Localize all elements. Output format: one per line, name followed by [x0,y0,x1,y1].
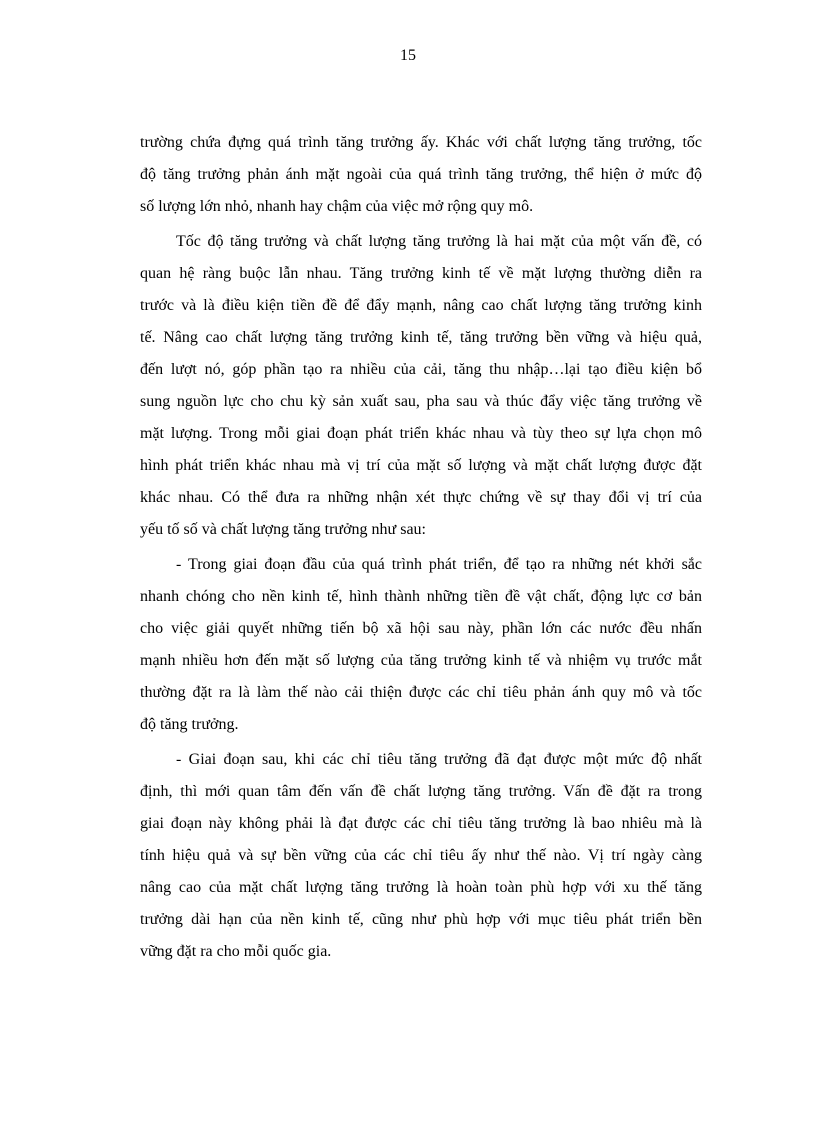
paragraph-early-stage [140,549,702,741]
text-line: sung nguồn lực cho chu kỳ sản xuất sau, pha sau và thúc đẩy việc tăng trưởng về [140,393,702,410]
text-line: tế. Nâng cao chất lượng tăng trưởng kinh tế, tăng trưởng bền vững và hiệu quả, [140,329,702,346]
text-line: đến lượt nó, góp phần tạo ra nhiều của cải, tăng thu nhập…lại tạo điều kiện bổ [140,361,702,378]
paragraph-continuation [140,127,702,223]
text-line: trước và là điều kiện tiền đề để đẩy mạnh, nâng cao chất lượng tăng trưởng kinh [140,297,702,314]
paragraph-speed-and-quality [140,226,702,546]
text-line: thường đặt ra là làm thế nào cải thiện được các chỉ tiêu phản ánh quy mô và tốc [140,684,702,701]
text-line: độ tăng trưởng. [140,716,239,733]
text-line: cho việc giải quyết những tiến bộ xã hội sau này, phần lớn các nước đều nhấn [140,620,702,637]
body-text [140,127,702,971]
text-line: Tốc độ tăng trưởng và chất lượng tăng trưởng là hai mặt của một vấn đề, có [176,233,702,250]
text-line: nâng cao của mặt chất lượng tăng trưởng là hoàn toàn phù hợp với xu thế tăng [140,879,702,896]
text-line: độ tăng trưởng phản ánh mặt ngoài của quá trình tăng trưởng, thể hiện ở mức độ [140,166,702,183]
text-line: hình phát triển khác nhau mà vị trí của mặt số lượng và mặt chất lượng được đặt [140,457,702,474]
text-line: trưởng dài hạn của nền kinh tế, cũng như phù hợp với mục tiêu phát triển bền [140,911,702,928]
text-line: yếu tố số và chất lượng tăng trưởng như sau: [140,521,426,538]
text-line: trường chứa đựng quá trình tăng trưởng ấy. Khác với chất lượng tăng trưởng, tốc [140,134,702,151]
page-number: 15 [400,47,416,64]
text-line: giai đoạn này không phải là đạt được các chỉ tiêu tăng trưởng là bao nhiêu mà là [140,815,702,832]
text-line: - Giai đoạn sau, khi các chỉ tiêu tăng trưởng đã đạt được một mức độ nhất [176,751,702,768]
text-line: - Trong giai đoạn đầu của quá trình phát triển, để tạo ra những nét khởi sắc [176,556,702,573]
text-line: vững đặt ra cho mỗi quốc gia. [140,943,332,960]
text-line: khác nhau. Có thể đưa ra những nhận xét thực chứng về sự thay đổi vị trí của [140,489,702,506]
text-line: số lượng lớn nhỏ, nhanh hay chậm của việc mở rộng quy mô. [140,198,534,215]
text-line: mạnh nhiều hơn đến mặt số lượng của tăng trưởng kinh tế và nhiệm vụ trước mắt [140,652,702,669]
text-line: mặt lượng. Trong mỗi giai đoạn phát triển khác nhau và tùy theo sự lựa chọn mô [140,425,702,442]
text-line: nhanh chóng cho nền kinh tế, hình thành những tiền đề vật chất, động lực cơ bản [140,588,702,605]
text-line: quan hệ ràng buộc lẫn nhau. Tăng trưởng kinh tế về mặt lượng thường diễn ra [140,265,702,282]
paragraph-later-stage [140,744,702,968]
text-line: tính hiệu quả và sự bền vững của các chỉ tiêu ấy như thế nào. Vị trí ngày càng [140,847,702,864]
text-line: định, thì mới quan tâm đến vấn đề chất lượng tăng trưởng. Vấn đề đặt ra trong [140,783,702,800]
